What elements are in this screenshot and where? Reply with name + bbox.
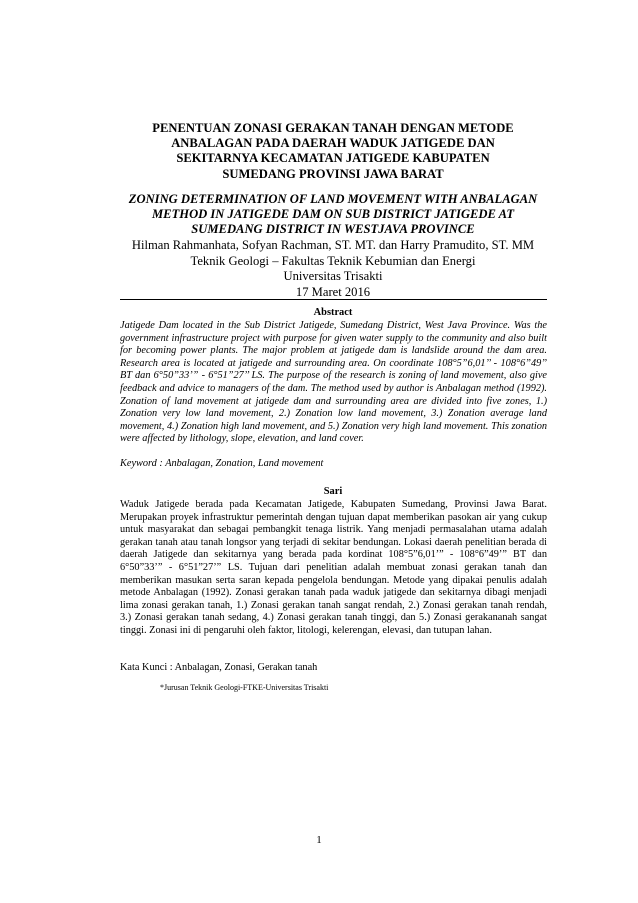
sari-body: Waduk Jatigede berada pada Kecamatan Jatigede, Kabupaten Sumedang, Provinsi Jawa Barat. Merupakan proyek infrastruktur pemerintah dengan tujuan dapat memberikan pasokan air yang cukup untuk masyarakat dan sebagai pembangkit tenaga listrik. Yang menjadi permasalahan utama adalah gerakan tanah atau tanah longsor yang terjadi di sekitar bendungan. Lokasi daerah penelitian berada di daerah Jatigede dan sekitarnya yang berada pada kordinat 108°5”6,01’” - 108°6”49’” BT dan 6°50”33’” - 6°51”27’” LS. Tujuan dari penelitian adalah membuat zonasi gerakan tanah dan memberikan masukan serta saran kepada pengelola bendungan. Metode yang dipakai penulis adalah metode Anbalagan (1992). Zonasi gerakan tanah pada waduk jatigede dan sekitarnya dibagi menjadi lima zonasi gerakan tanah, 1.) Zonasi gerakan tanah sangat rendah, 2.) Zonasi gerakan tanah rendah, 3.) Zonasi gerakan tanah sedang, 4.) Zonasi gerakan tanah tinggi, dan 5.) Zonasi gerakananah sangat tinggi. Zonasi ini di pengaruhi oleh faktor, litologi, kelerengan, elevasi, dan tutupan lahan. (120, 499, 547, 636)
horizontal-rule (120, 299, 547, 300)
abstract-heading: Abstract (313, 307, 353, 318)
abstract-body: Jatigede Dam located in the Sub District Jatigede, Sumedang District, West Java Province. Was the government infrastructure project with purpose for given water supply to the community and also built for becoming power plants. The major problem at jatigede dam is landslide around the dam area. Research area is located at jatigede and surrounding area. On coordinate 108°5”6,01’’ - 108°6”49’’ BT dan 6°50”33’” - 6°51”27’’ LS. The purpose of the research is zoning of land movement, also give feedback and advice to managers of the dam. The method used by author is Anbalagan method (1992). Zonation of land movement at jatigede dam and surrounding area are divided into five zones, 1.) Zonation very low land movement, 2.) Zonation low land movement, 3.) Zonation average land movement, 4.) Zonation high land movement, and 5.) Zonation very high land movement. This zonation were affected by lithology, slope, elevation, and land cover. (120, 320, 547, 445)
title-indonesian-line: PENENTUAN ZONASI GERAKAN TANAH DENGAN METODE (152, 121, 514, 135)
sari-heading: Sari (323, 486, 343, 497)
title-english (120, 192, 546, 238)
page-number: 1 (316, 834, 322, 846)
university: Universitas Trisakti (283, 269, 383, 284)
abstract-keywords: Keyword : Anbalagan, Zonation, Land movement (120, 458, 324, 469)
title-indonesian-line: SEKITARNYA KECAMATAN JATIGEDE KABUPATEN (176, 151, 490, 166)
title-english-line: METHOD IN JATIGEDE DAM ON SUB DISTRICT JATIGEDE AT (151, 207, 515, 222)
sari-keywords: Kata Kunci : Anbalagan, Zonasi, Gerakan tanah (120, 662, 318, 673)
title-indonesian-line: ANBALAGAN PADA DAERAH WADUK JATIGEDE DAN (171, 136, 495, 151)
author-names: Hilman Rahmanhata, Sofyan Rachman, ST. MT. dan Harry Pramudito, ST. MM (131, 238, 535, 252)
title-indonesian (120, 121, 546, 182)
author-block (100, 238, 566, 300)
footnote: *Jurusan Teknik Geologi-FTKE-Universitas Trisakti (160, 683, 329, 692)
title-indonesian-line: SUMEDANG PROVINSI JAWA BARAT (222, 166, 444, 181)
title-english-line: SUMEDANG DISTRICT IN WESTJAVA PROVINCE (191, 222, 475, 237)
date: 17 Maret 2016 (295, 284, 371, 299)
title-english-line: ZONING DETERMINATION OF LAND MOVEMENT WITH ANBALAGAN (128, 192, 538, 206)
affiliation: Teknik Geologi – Fakultas Teknik Kebumian dan Energi (190, 253, 476, 268)
